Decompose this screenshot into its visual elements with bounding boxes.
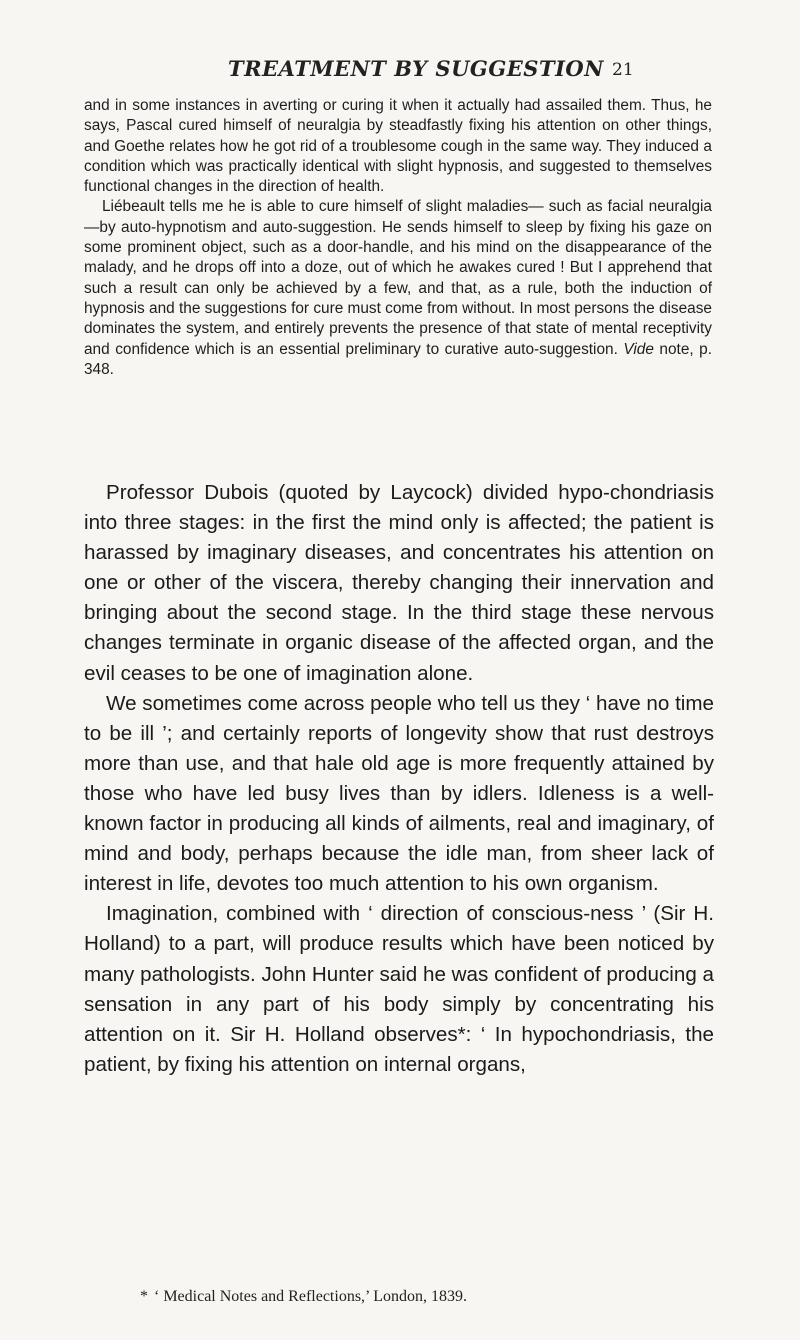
running-head bbox=[0, 56, 800, 86]
footnote bbox=[84, 1286, 714, 1308]
small-paragraph-2 bbox=[84, 197, 712, 380]
small-paragraph-2-text: Liébeault tells me he is able to cure himself of slight maladies— such as facial neuralgia—by auto-hypnotism and auto-suggestion. He sends himself to sleep by fixing his gaze on some prominent object, such as a door-handle, and his mind on the disappearance of the malady, and he drops off into a doze, out of which he awakes cured ! But I apprehend that such a result can only be achieved by a few, and that, as a rule, both the induction of hypnosis and the suggestions for cure must come from without. In most persons the disease dominates the system, and entirely prevents the presence of that state of mental receptivity and confidence which is an essential preliminary to curative auto-suggestion. bbox=[84, 198, 712, 358]
main-text-block bbox=[84, 478, 714, 1080]
main-paragraph-2: We sometimes come across people who tell us they ‘ have no time to be ill ’; and certainly reports of longevity show that rust destroys more than use, and that hale old age is more frequently attained by those who have led busy lives than by idlers. Idleness is a well-known factor in producing all kinds of ailments, real and imaginary, of mind and body, perhaps because the idle man, from sheer lack of interest in life, devotes too much attention to his own organism. bbox=[84, 691, 714, 896]
main-paragraph-1: Professor Dubois (quoted by Laycock) divided hypo-chondriasis into three stages: in the first the mind only is affected; the patient is harassed by imaginary diseases, and concentrates his attention on one or other of the viscera, thereby changing their innervation and bringing about the second stage. In the third stage these nervous changes terminate in organic disease of the affected organ, and the evil ceases to be one of imagination alone. bbox=[84, 481, 714, 685]
small-paragraph-1: and in some instances in averting or curing it when it actually had assailed them. Thus, he says, Pascal cured himself of neuralgia by steadfastly fixing his attention on other things, and Goethe relates how he got rid of a troublesome cough in the same way. They induced a condition which was practically identical with slight hypnosis, and suggested to themselves functional changes in the direction of health. bbox=[84, 97, 712, 196]
running-title: TREATMENT BY SUGGESTION bbox=[228, 56, 604, 81]
vide-note-rest: note, p. 348. bbox=[84, 340, 712, 378]
page-number: 21 bbox=[612, 60, 634, 80]
footnote-text: ‘ Medical Notes and Reflections,’ London, 1839. bbox=[154, 1288, 467, 1305]
vide-word: Vide bbox=[623, 340, 654, 358]
main-paragraph-3: Imagination, combined with ‘ direction of conscious-ness ’ (Sir H. Holland) to a part, will produce results which have been noticed by many pathologists. John Hunter said he was confident of producing a sensation in any part of his body simply by concentrating his attention on it. Sir H. Holland observes*: ‘ In hypochondriasis, the patient, by fixing his attention on internal organs, bbox=[84, 902, 714, 1076]
small-print-block bbox=[84, 96, 712, 380]
footnote-mark: * bbox=[140, 1288, 148, 1305]
